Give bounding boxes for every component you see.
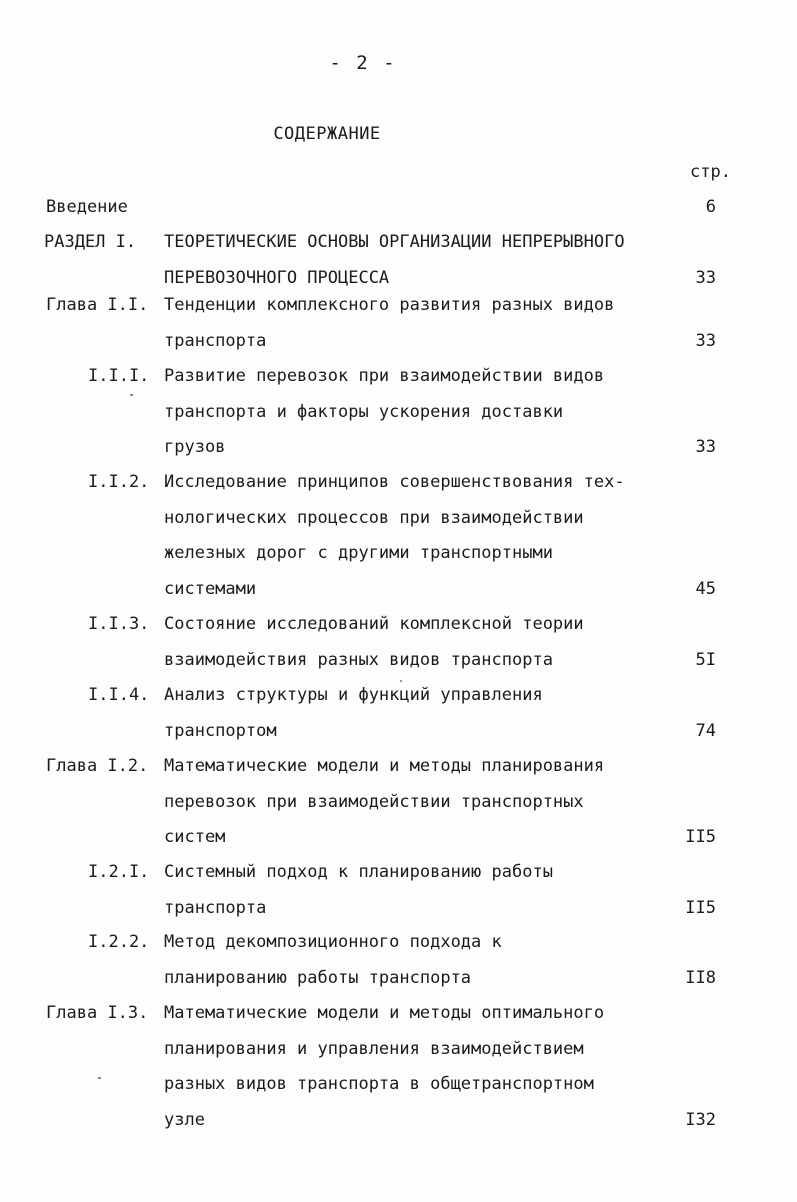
toc-label: Введение: [46, 197, 128, 217]
toc-page: 74: [695, 720, 716, 741]
toc-title: Развитие перевозок при взаимодействии видов транспорта и факторы ускорения доставки грузов: [164, 366, 605, 457]
toc-page: II5: [685, 897, 716, 918]
page-column-header: стр.: [690, 162, 731, 182]
toc-label: Глава I.3.: [46, 1003, 149, 1023]
toc-title: Математические модели и методы оптимального планирования и управления взаимодействием разных видов транспорта в общетранспортном узле: [164, 1003, 605, 1130]
toc-title: Тенденции комплексного развития разных видов транспорта: [164, 295, 615, 351]
scan-speck: [400, 680, 402, 682]
toc-title: Системный подход к планированию работы транспорта: [164, 862, 553, 918]
toc-page: II8: [685, 967, 716, 988]
toc-title: Математические модели и методы планирования перевозок при взаимодействии транспортных систем: [164, 756, 605, 847]
toc-label: I.2.I.: [88, 862, 150, 882]
toc-label: I.I.2.: [88, 472, 150, 492]
toc-label: I.I.I.: [88, 366, 150, 386]
page-number: - 2 -: [329, 52, 397, 74]
scan-speck: [130, 394, 133, 396]
toc-page: 6: [705, 197, 716, 217]
toc-title: Исследование принципов совершенствования тех- нологических процессов при взаимодействии железных дорог с другими транспортными системами: [164, 472, 625, 599]
toc-label: Глава I.I.: [46, 295, 149, 315]
toc-title: ТЕОРЕТИЧЕСКИЕ ОСНОВЫ ОРГАНИЗАЦИИ НЕПРЕРЫВНОГО ПЕРЕВОЗОЧНОГО ПРОЦЕССА: [164, 232, 625, 288]
toc-label: I.2.2.: [88, 932, 150, 952]
toc-title: Метод декомпозиционного подхода к планированию работы транспорта: [164, 932, 502, 988]
toc-page: I32: [685, 1109, 716, 1130]
toc-page: 33: [695, 267, 716, 288]
page-title: СОДЕРЖАНИЕ: [273, 124, 381, 144]
toc-label: I.I.4.: [88, 685, 150, 705]
toc-title: Состояние исследований комплексной теории взаимодействия разных видов транспорта: [164, 614, 584, 670]
toc-title: Анализ структуры и функций управления транспортом: [164, 685, 543, 741]
toc-page: 33: [695, 437, 716, 457]
toc-page: 33: [695, 330, 716, 351]
toc-label: I.I.3.: [88, 614, 150, 634]
toc-label: Глава I.2.: [46, 756, 149, 776]
toc-page: II5: [685, 827, 716, 847]
toc-page: 5I: [695, 649, 716, 670]
toc-label: РАЗДЕЛ I.: [44, 232, 137, 252]
scan-speck: [98, 1077, 101, 1079]
toc-page: 45: [695, 578, 716, 599]
